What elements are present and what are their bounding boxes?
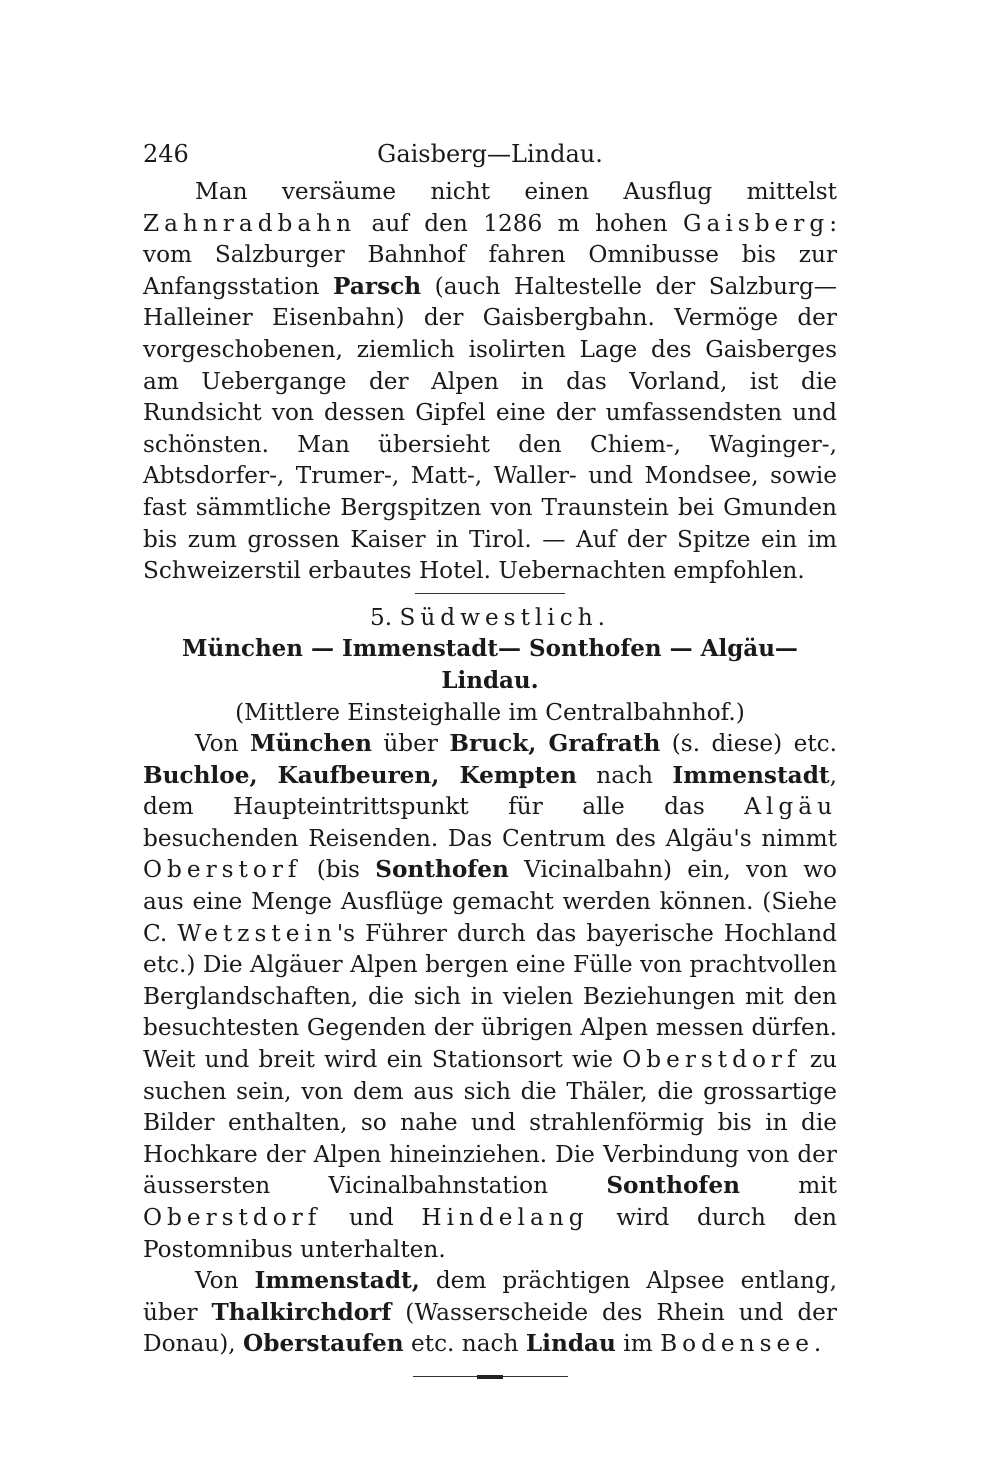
page-number: 246 (143, 140, 189, 168)
section-number: 5. Südwestlich. (369, 603, 611, 631)
end-ornament-rule (413, 1374, 568, 1380)
book-page (143, 140, 837, 1380)
paragraph-gaisberg: Man versäume nicht einen Ausflug mittelst Zahnradbahn auf den 1286 m hohen Gaisberg: vom Salzburger Bahnhof fahren Omnibusse bis zur Anfangsstation Parsch (auch Haltestelle der Salzburg—Halleiner Eisenbahn) der Gaisbergbahn. Vermöge der vorgeschobenen, ziemlich isolirten Lage des Gaisberges am Uebergange der Alpen in das Vorland, ist die Rundsicht von dessen Gipfel eine der umfassendsten und schönsten. Man übersieht den Chiem-, Waginger-, Abtsdorfer-, Trumer-, Matt-, Waller- und Mondsee, sowie fast sämmtliche Bergspitzen von Traunstein bei Gmunden bis zum grossen Kaiser in Tirol. — Auf der Spitze ein im Schweizerstil erbautes Hotel. Uebernachten empfohlen. (143, 178, 837, 585)
section-divider (415, 593, 565, 594)
section-title: München — Immenstadt— Sonthofen — Algäu— Lindau. (182, 635, 798, 694)
section-subtitle: (Mittlere Einsteighalle im Centralbahnhof.) (235, 698, 745, 726)
paragraph-muenchen: Von München über Bruck, Grafrath (s. diese) etc. Buchloe, Kaufbeuren, Kempten nach Immenstadt, dem Haupteintrittspunkt für alle das Algäu besuchenden Reisenden. Das Centrum des Algäu's nimmt Oberstorf (bis Sonthofen Vicinalbahn) ein, von wo aus eine Menge Ausflüge gemacht werden können. (Siehe C. Wetzstein's Führer durch das bayerische Hochland etc.) Die Algäuer Alpen bergen eine Fülle von prachtvollen Berglandschaften, die sich in vielen Beziehungen mit den besuchtesten Gegenden der übrigen Alpen messen dürfen. Weit und breit wird ein Stationsort wie Oberstdorf zu suchen sein, von dem aus sich die Thäler, die grossartige Bilder enthalten, so nahe und strahlenförmig bis in die Hochkare der Alpen hineinziehen. Die Verbindung von der äussersten Vicinalbahnstation Sonthofen mit Oberstdorf und Hindelang wird durch den Postomnibus unterhalten. (143, 730, 838, 1263)
end-rule-mark (477, 1375, 503, 1379)
paragraph-immenstadt: Von Immenstadt, dem prächtigen Alpsee entlang, über Thalkirchdorf (Wasserscheide des Rhein und der Donau), Oberstaufen etc. nach Lindau im Bodensee. (143, 1267, 837, 1358)
page-header (143, 140, 837, 176)
running-head: Gaisberg—Lindau. (377, 140, 603, 168)
